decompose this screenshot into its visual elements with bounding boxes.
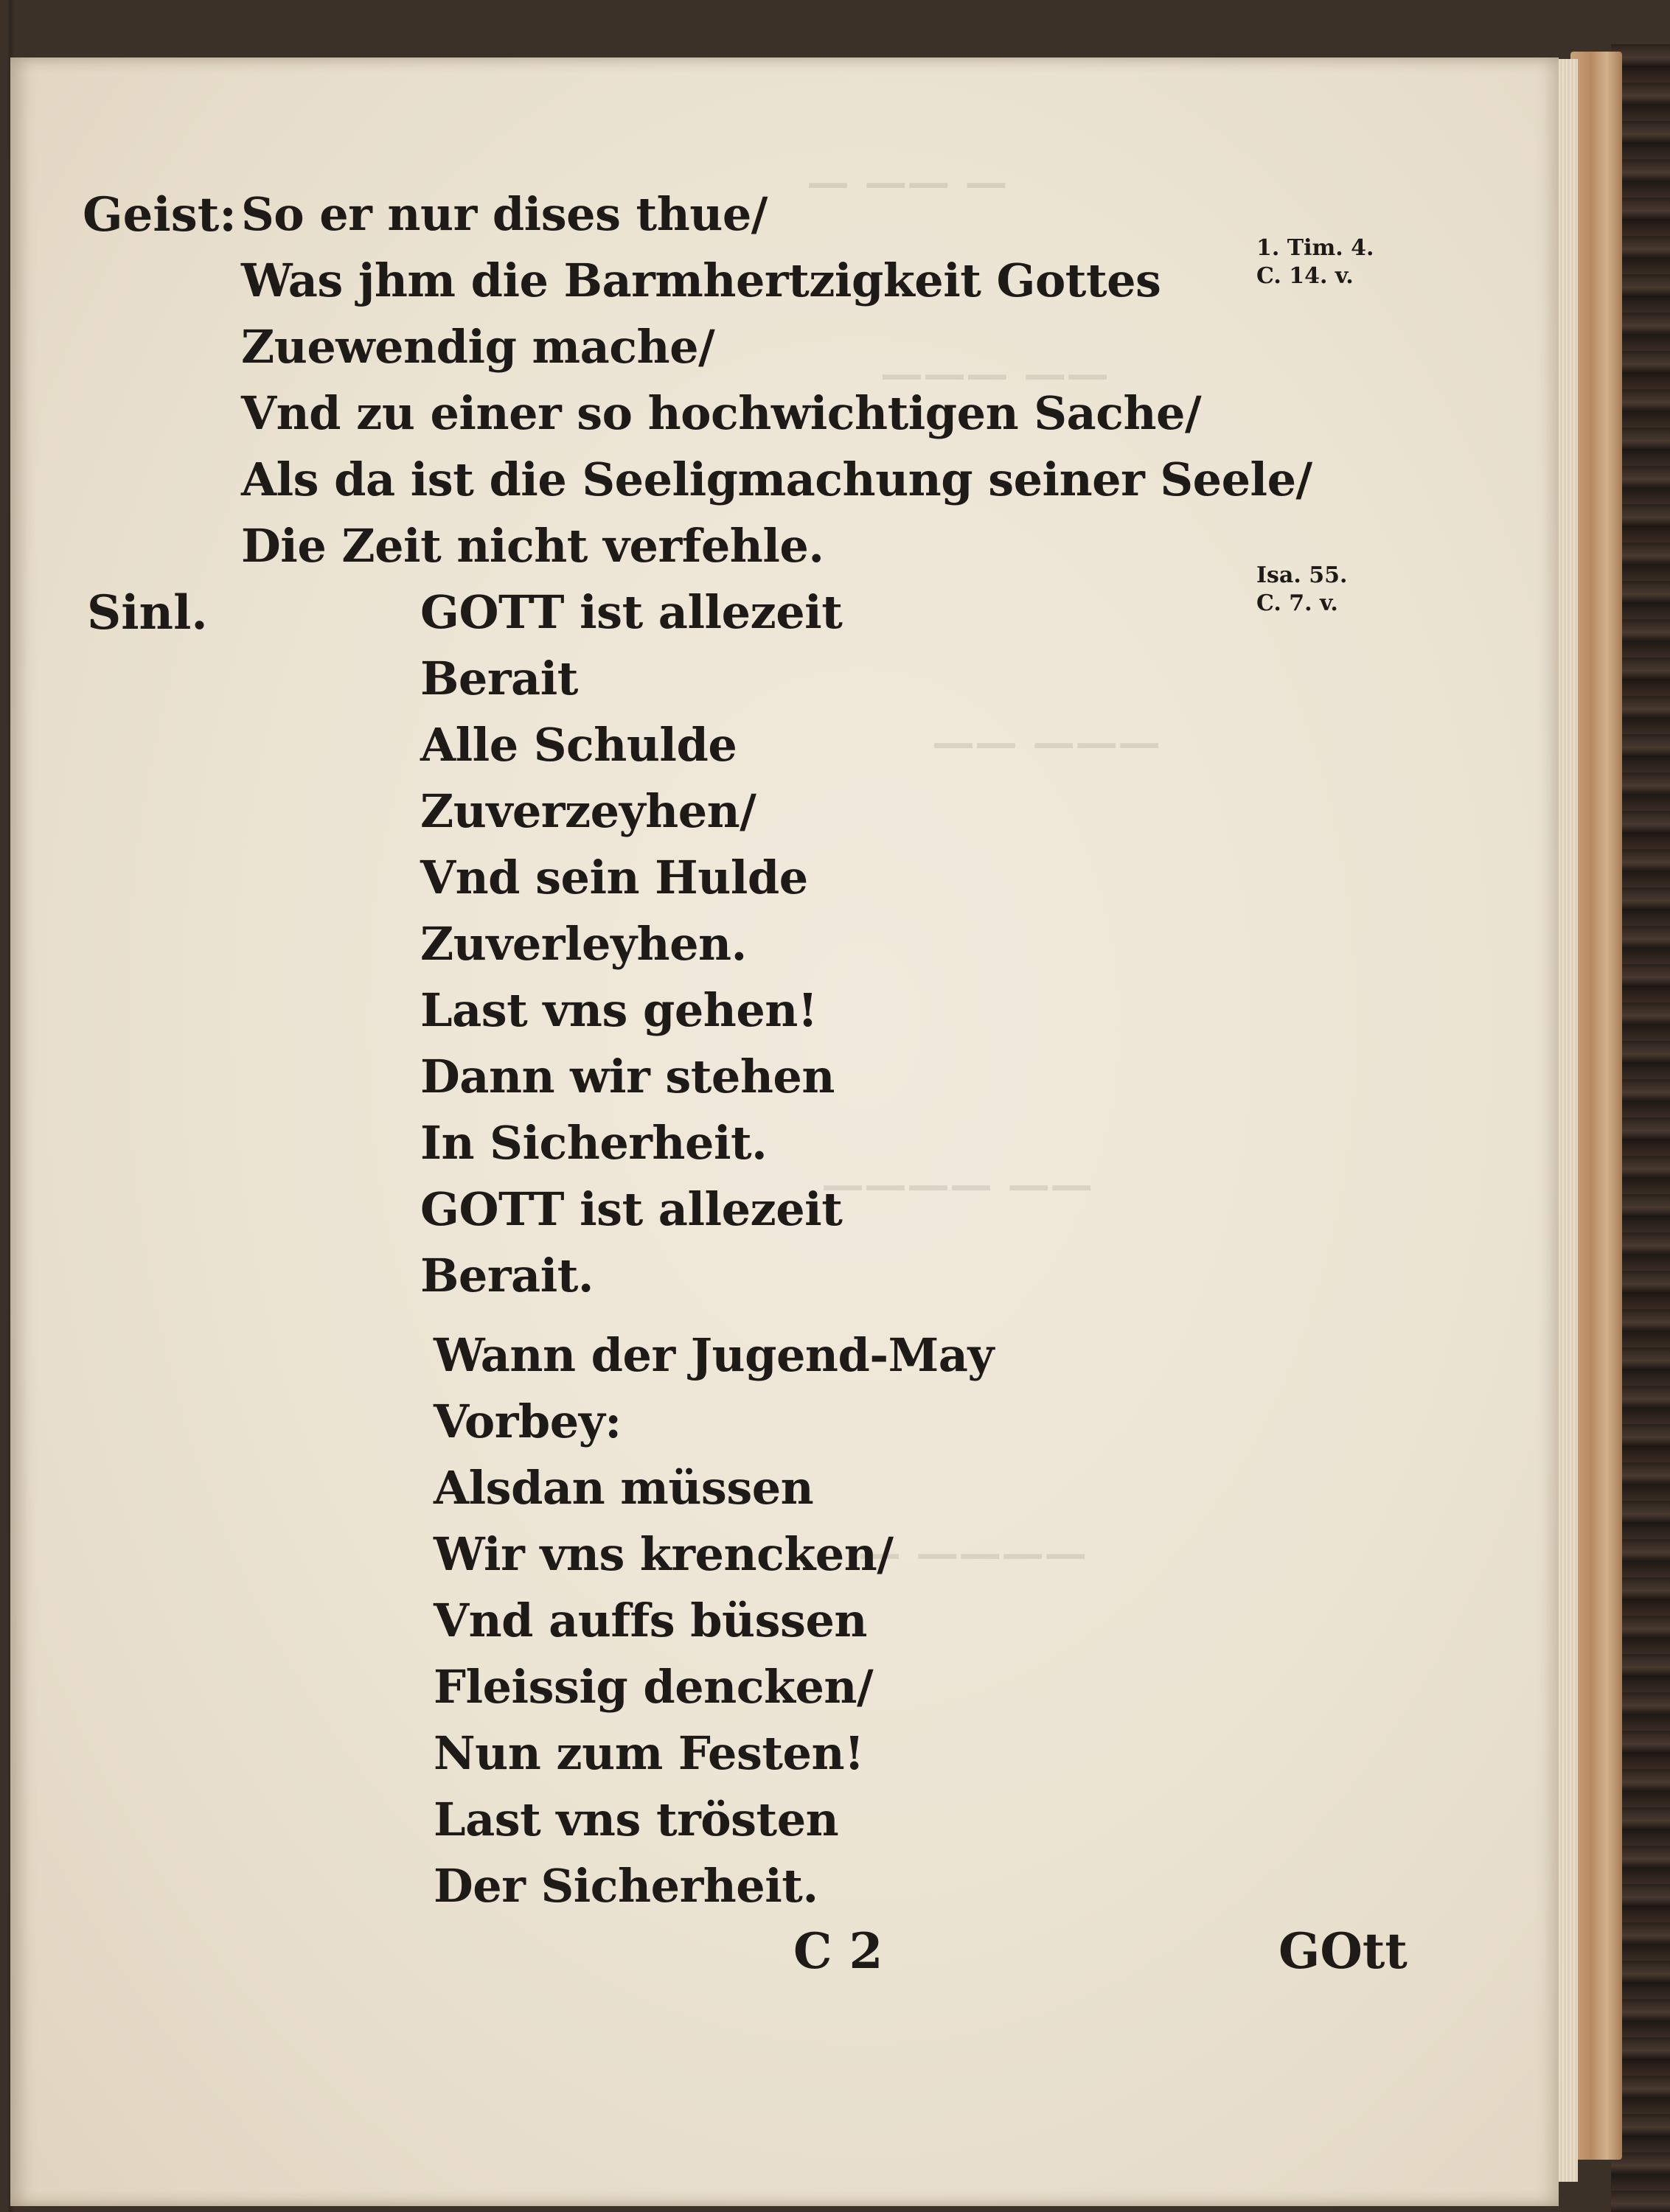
text-line: Der Sicherheit. <box>434 1859 818 1913</box>
show-through-text: ———— — <box>858 1528 1088 1578</box>
margin-reference-line: 1. Tim. 4. <box>1256 235 1374 261</box>
text-line: GOTT ist allezeit <box>420 1182 843 1236</box>
book-page <box>10 57 1559 2206</box>
speaker-label-geist: Geist: <box>83 187 237 243</box>
text-line: Last vns gehen! <box>420 983 818 1037</box>
text-line: Berait <box>420 652 578 705</box>
margin-reference-line: C. 14. v. <box>1256 263 1354 289</box>
text-line: GOTT ist allezeit <box>420 585 843 639</box>
text-line: Nun zum Festen! <box>434 1726 864 1780</box>
text-line: Wann der Jugend-May <box>434 1328 994 1382</box>
text-line: Alle Schulde <box>420 718 737 772</box>
text-line: Vnd sein Hulde <box>420 851 808 904</box>
text-line: Alsdan müssen <box>434 1461 814 1515</box>
text-line: Zuewendig mache/ <box>241 320 715 374</box>
text-line: So er nur dises thue/ <box>241 187 768 241</box>
show-through-text: ——— —— <box>932 717 1161 767</box>
text-line: Vnd auffs büssen <box>434 1594 867 1647</box>
book-cover-edge <box>1570 52 1622 2160</box>
show-through-text: —— ——— <box>880 349 1110 399</box>
speaker-label-sinl: Sinl. <box>87 585 208 641</box>
text-line: Als da ist die Seeligmachung seiner Seele/ <box>241 453 1312 506</box>
catchword: GOtt <box>1278 1922 1408 1980</box>
text-line: Dann wir stehen <box>420 1050 835 1103</box>
text-line: Vorbey: <box>434 1395 622 1448</box>
text-line: Zuverzeyhen/ <box>420 784 756 838</box>
text-line: Last vns trösten <box>434 1793 839 1846</box>
margin-reference-line: Isa. 55. <box>1256 562 1348 588</box>
show-through-text: — —— — <box>807 157 1008 207</box>
margin-reference-line: C. 7. v. <box>1256 590 1338 616</box>
text-line: Vnd zu einer so hochwichtigen Sache/ <box>241 386 1202 440</box>
signature-mark: C 2 <box>793 1922 883 1980</box>
text-line: Fleissig dencken/ <box>434 1660 874 1714</box>
show-through-text: —— ———— <box>821 1159 1093 1210</box>
text-line: Zuverleyhen. <box>420 917 747 971</box>
text-line: Was jhm die Barmhertzigkeit Gottes <box>241 254 1161 307</box>
text-line: Wir vns krencken/ <box>434 1527 894 1581</box>
text-line: Die Zeit nicht verfehle. <box>241 519 824 573</box>
text-line: In Sicherheit. <box>420 1116 768 1170</box>
text-line: Berait. <box>420 1249 594 1302</box>
